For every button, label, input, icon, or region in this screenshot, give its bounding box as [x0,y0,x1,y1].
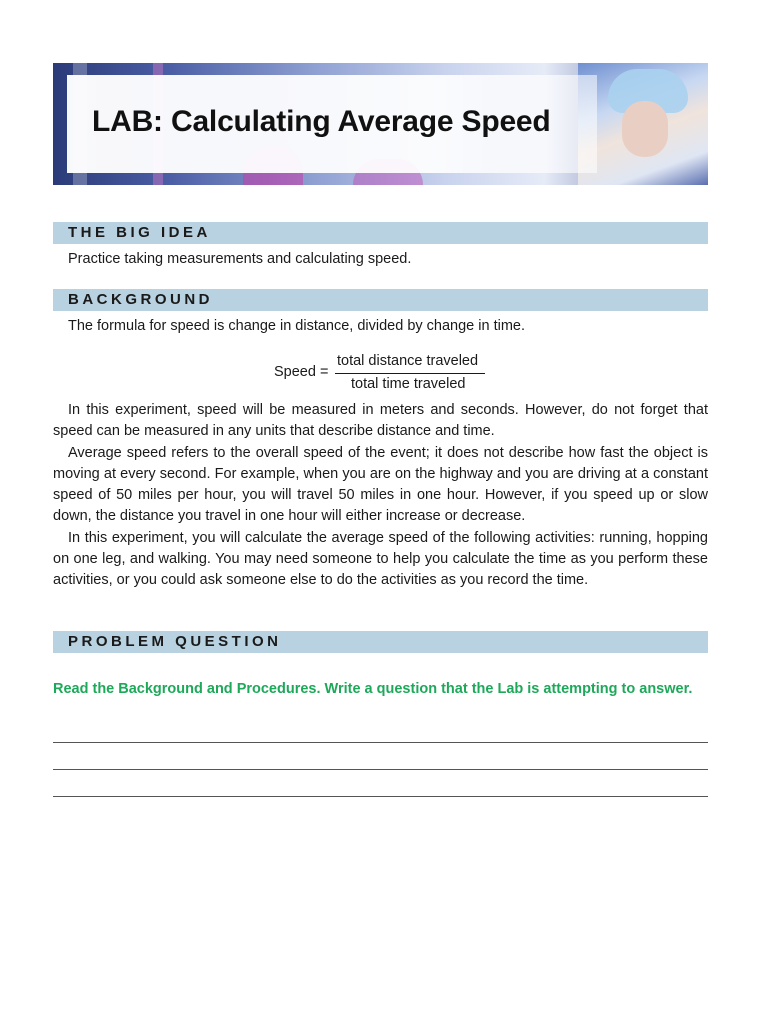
section-heading-big-idea [53,222,708,244]
background-paragraph: Average speed refers to the overall speed of the event; it does not describe how fast the object is moving at every second. For example, when you are on the highway and you are driving at a constant speed of 50 miles per hour, you will travel 50 miles in one hour. However, if you speed up or slow down, the distance you travel in one hour will either increase or decrease. [53,444,708,525]
section-heading-background [53,289,708,311]
page-title: LAB: Calculating Average Speed [92,105,551,138]
background-paragraph: In this experiment, you will calculate the average speed of the following activities: running, hopping on one leg, and walking. You may need someone to help you calculate the time as you perform these activities, or you could ask someone else to do the activities as you record the time. [53,529,708,589]
section-heading-label: PROBLEM QUESTION [68,633,282,650]
section-heading-label: THE BIG IDEA [68,224,211,241]
title-panel [67,75,597,173]
speed-formula [0,350,768,396]
answer-line[interactable] [53,742,708,743]
banner-scientist-photo [578,63,708,185]
background-paragraph: In this experiment, speed will be measured in meters and seconds. However, do not forget that speed can be measured in any units that describe distance and time. [53,402,708,440]
background-intro: The formula for speed is change in distance, divided by change in time. [68,318,526,334]
section-heading-problem-question [53,631,708,653]
header-banner [53,63,708,185]
big-idea-text-block [53,249,708,270]
background-intro-block [53,316,708,337]
formula-denominator: total time traveled [351,376,466,392]
big-idea-text: Practice taking measurements and calculating speed. [68,251,412,267]
problem-question-prompt: Read the Background and Procedures. Write a question that the Lab is attempting to answer. [53,681,693,697]
answer-line[interactable] [53,769,708,770]
background-paragraphs [53,400,708,592]
fraction-bar [335,373,485,374]
formula-numerator: total distance traveled [337,353,479,369]
answer-line[interactable] [53,796,708,797]
section-heading-label: BACKGROUND [68,291,213,308]
formula-lhs: Speed = [274,364,329,380]
